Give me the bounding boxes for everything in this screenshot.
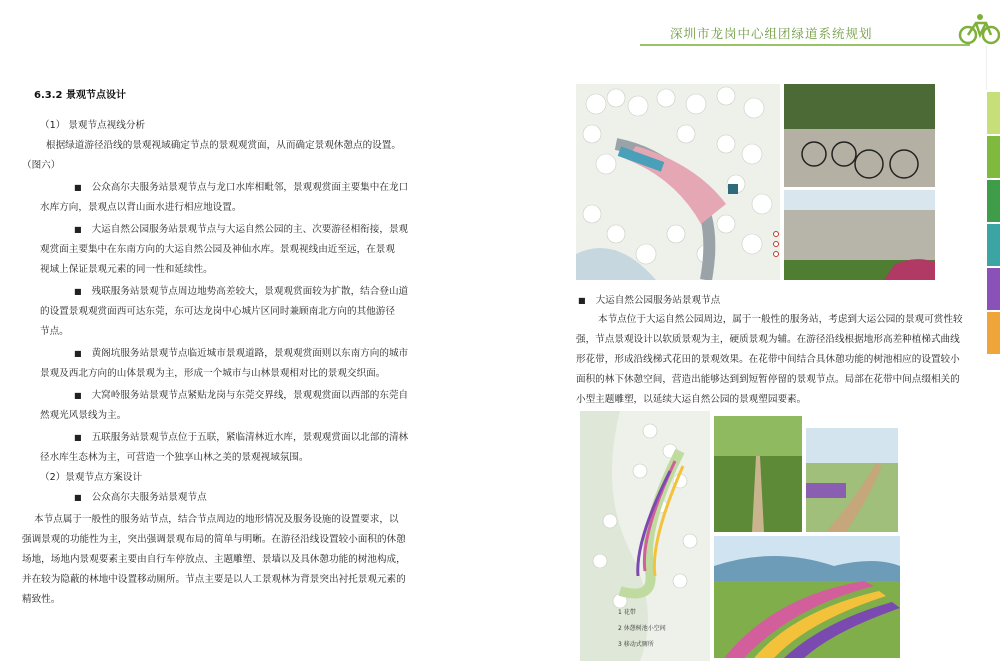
paragraph-line: 精致性。	[22, 594, 61, 605]
legend-item-mobile-toilet: 3 移动式厕所	[618, 641, 654, 648]
curved-path-photo	[806, 428, 898, 532]
paragraph-line: 径水库生态林为主，可营造一个独享山林之美的景观视域氛围。	[40, 452, 309, 463]
paragraph-line: 本节点位于大运自然公园周边，属于一般性的服务站，考虑到大运公园的景观可赏性较	[598, 314, 963, 325]
bicycle-parking-photo	[784, 84, 935, 187]
paragraph-line: 场地，场地内景观要素主要由自行车停放点、主题雕塑、景墙以及具休憩功能的树池构成，	[22, 554, 406, 565]
bullet-wulian-station: ■ 五联服务站景观节点位于五联，紧临清林近水库，景观观赏面以北部的清林	[74, 428, 408, 448]
paragraph-line: 形花带，形成沿线梯式花田的景观效果。在花带中间结合具休憩功能的树池相应的设置较小	[576, 354, 960, 365]
header-rule	[640, 44, 970, 46]
legend-item-rest-space: 2 休憩树池小空间	[618, 625, 666, 632]
paragraph-line: 水库方向，景观点以背山面水进行相应地设置。	[40, 202, 242, 213]
paragraph-line: 视域上保证景观元素的同一性和延续性。	[40, 264, 213, 275]
figure-reference: （图六）	[22, 160, 61, 171]
subheading-sightline-analysis: （1） 景观节点视线分析	[40, 120, 146, 131]
forest-path-photo	[714, 416, 802, 532]
legend-item-flower-band: 1 花带	[618, 609, 636, 616]
bullet-huanggekeng-station: ■ 黄阁坑服务站景观节点临近城市景观道路，景观观赏面则以东南方向的城市	[74, 344, 408, 364]
paragraph-line: 然观光风景线为主。	[40, 410, 127, 421]
subheading-scheme-design: （2）景观节点方案设计	[40, 472, 143, 483]
bullet-dawoling-station: ■ 大窝岭服务站景观节点紧贴龙岗与东莞交界线，景观观赏面以西部的东莞自	[74, 386, 408, 406]
paragraph-line: 观赏面主要集中在东南方向的大运自然公园及神仙水库。景观视线由近至远，在景观	[40, 244, 395, 255]
paragraph-line: 景观及西北方向的山体景观为主，形成一个城市与山林景观相对比的景观交织面。	[40, 368, 386, 379]
bullet-canlian-station: ■ 残联服务站景观节点周边地势高差较大，景观观赏面较为扩散，结合登山道	[74, 282, 408, 302]
golf-node-site-plan	[576, 84, 780, 280]
paragraph-line: 并在较为隐蔽的林地中设置移动厕所。节点主要是以人工景观林为背景突出衬托景观元素的	[22, 574, 406, 585]
intro-line: 根据绿道游径沿线的景观视域确定节点的景观观赏面，从而确定景观休憩点的设置。	[46, 140, 401, 151]
dayun-node-caption: ■ 大运自然公园服务站景观节点	[578, 292, 720, 306]
paragraph-line: 强调景观的功能性为主，突出强调景观布局的简单与明晰。在游径沿线设置较小面积的休憩	[22, 534, 406, 545]
section-title: 6.3.2 景观节点设计	[34, 90, 126, 101]
document-header-title: 深圳市龙岗中心组团绿道系统规划	[670, 26, 873, 41]
paragraph-line: 节点。	[40, 326, 69, 337]
flower-terrace-rendering	[714, 536, 900, 658]
paragraph-line: 强，节点景观设计以软质景观为主，硬质景观为辅。在游径沿线根据地形高差种植梯式曲线	[576, 334, 960, 345]
sculpture-wall-photo	[784, 190, 935, 280]
bullet-golf-station: ■ 公众高尔夫服务站景观节点与龙口水库相毗邻，景观观赏面主要集中在龙口	[74, 178, 408, 198]
dayun-node-site-plan	[580, 411, 710, 661]
bullet-dayun-station: ■ 大运自然公园服务站景观节点与大运自然公园的主、次要游径相衔接，景观	[74, 220, 408, 240]
paragraph-line: 的设置景观观赏面西可达东莞，东可达龙岗中心城片区同时兼顾南北方向的其他游径	[40, 306, 395, 317]
paragraph-line: 本节点属于一般性的服务站节点，结合节点周边的地形情况及服务设施的设置要求，以	[34, 514, 399, 525]
paragraph-line: 面积的林下休憩空间，营造出能够达到到短暂停留的景观节点。局部在花带中间点缀相关的	[576, 374, 960, 385]
bicycle-logo-icon	[958, 12, 1000, 46]
paragraph-line: 小型主题雕塑，以延续大运自然公园的景观塑园要素。	[576, 394, 807, 405]
bullet-golf-node: ■ 公众高尔夫服务站景观节点	[74, 488, 207, 508]
